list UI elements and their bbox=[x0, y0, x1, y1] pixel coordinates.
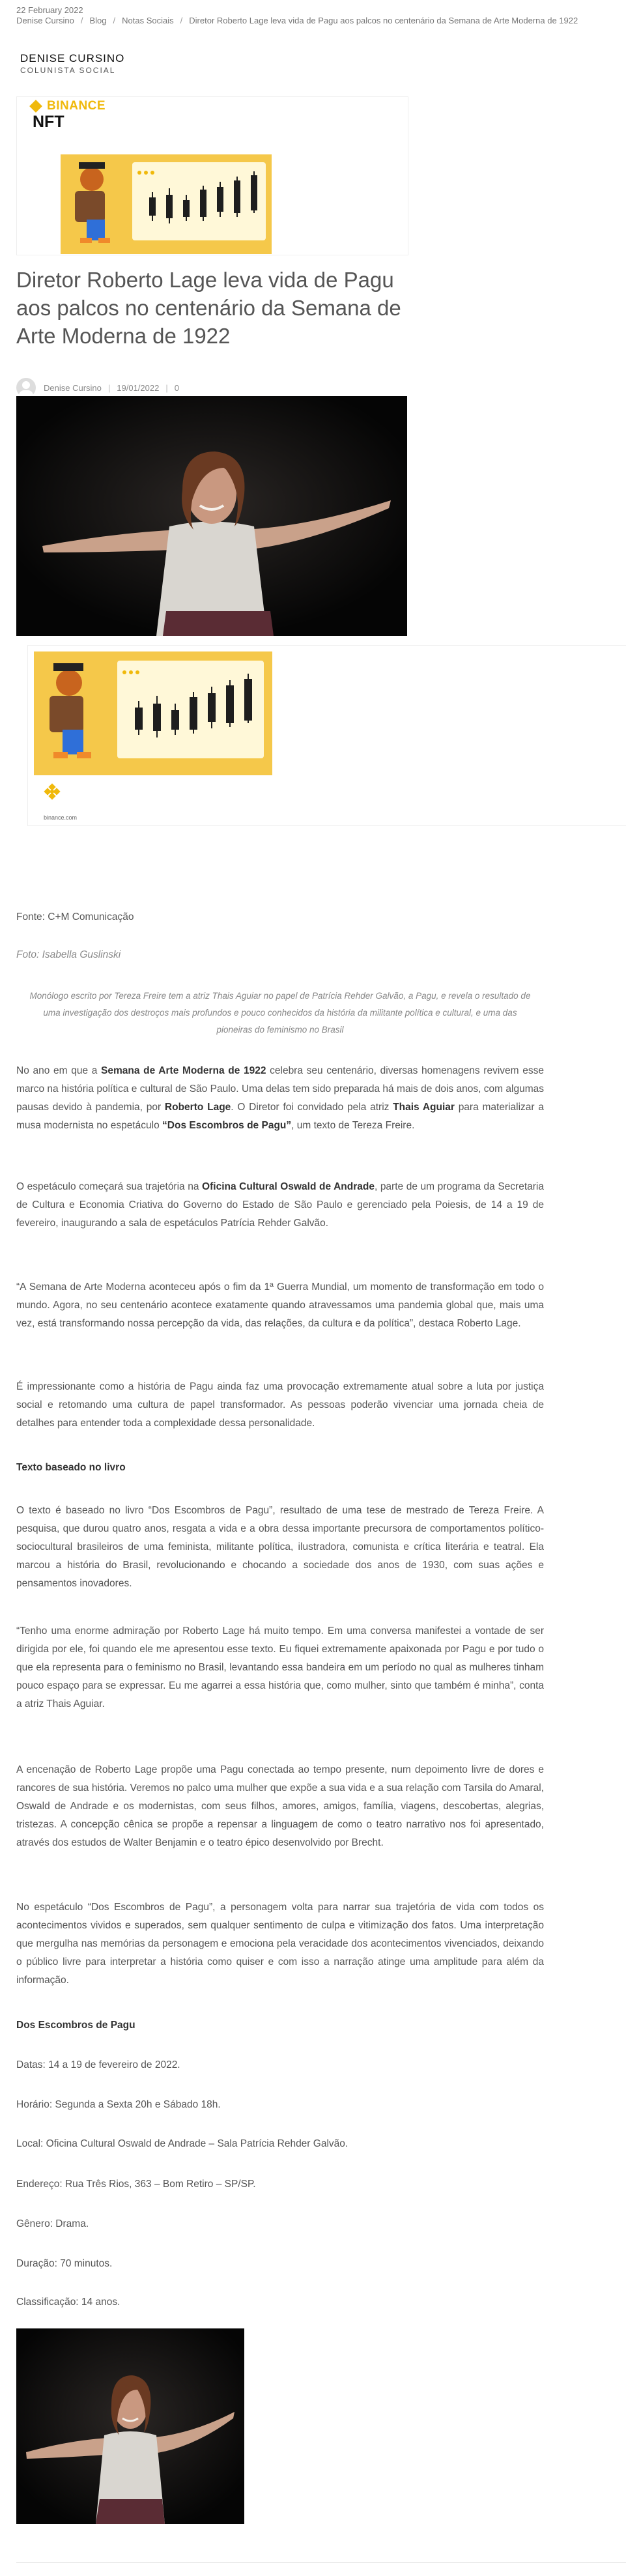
meta-separator: | bbox=[165, 382, 168, 393]
detail-text: Local: Oficina Cultural Oswald de Andrade – Sala Patrícia Rehder Galvão. bbox=[16, 2138, 349, 2149]
ad-illustration bbox=[61, 154, 272, 254]
binance-logo bbox=[31, 99, 106, 130]
detail-text: Classificação: 14 anos. bbox=[16, 2297, 121, 2308]
actress-photo bbox=[16, 396, 407, 636]
bold-text: Thais Aguiar bbox=[393, 1102, 455, 1113]
section-heading bbox=[16, 1459, 544, 1477]
breadcrumb bbox=[16, 16, 578, 26]
site-tagline: COLUNISTA SOCIAL bbox=[20, 66, 116, 75]
article-meta bbox=[16, 378, 179, 397]
site-logo[interactable] bbox=[20, 52, 124, 76]
event-rating bbox=[16, 2293, 544, 2311]
photo-caption: Monólogo escrito por Tereza Freire tem a atriz Thais Aguiar no papel de Patrícia Rehder Galvão, a Pagu, e revela o resultado de uma investigação dos destroços mais profundos e pouco conhecidos da história da militante política e cultural, e uma das pioneiras do feminismo no Brasil bbox=[29, 991, 531, 1035]
text: , parte de um programa da Secretaria de Cultura e Economia Criativa do Governo do Estado de São Paulo e gerenciado pela Poiesis, de 14 a 19 de fevereiro, inaugurando a sala de espetáculos Patrícia Rehder Galvão. bbox=[16, 1181, 544, 1229]
paragraph-6 bbox=[16, 1622, 544, 1713]
heading-text: Texto baseado no livro bbox=[16, 1462, 126, 1473]
event-location bbox=[16, 2135, 544, 2153]
bold-text: Semana de Arte Moderna de 1922 bbox=[101, 1065, 266, 1076]
article-title: Diretor Roberto Lage leva vida de Pagu aos palcos no centenário da Semana de Arte Moderna de 1922 bbox=[16, 268, 401, 348]
event-duration bbox=[16, 2255, 544, 2273]
content-divider bbox=[16, 2562, 626, 2563]
paragraph-3 bbox=[16, 1278, 544, 1333]
source-line bbox=[16, 908, 544, 926]
text: O espetáculo começará sua trajetória na bbox=[16, 1181, 203, 1192]
paragraph-1 bbox=[16, 1062, 544, 1135]
event-heading bbox=[16, 2016, 544, 2035]
author-name[interactable]: Denise Cursino bbox=[44, 382, 102, 393]
source-value: C+M Comunicação bbox=[48, 911, 134, 923]
text: , um texto de Tereza Freire. bbox=[291, 1120, 415, 1131]
bold-text: Oficina Cultural Oswald de Andrade bbox=[202, 1181, 375, 1192]
paragraph-8 bbox=[16, 1898, 544, 1990]
text: . O Diretor foi convidado pela atriz bbox=[231, 1102, 393, 1113]
binance-brand: BINANCE bbox=[47, 99, 106, 113]
event-schedule bbox=[16, 2096, 544, 2114]
detail-text: Horário: Segunda a Sexta 20h e Sábado 18h. bbox=[16, 2099, 221, 2110]
text: para materializar a musa modernista no espetáculo bbox=[16, 1102, 544, 1131]
paragraph-5 bbox=[16, 1502, 544, 1593]
detail-text: Gênero: Drama. bbox=[16, 2218, 89, 2229]
bold-text: Roberto Lage bbox=[164, 1102, 231, 1113]
ad-url[interactable]: binance.com bbox=[44, 814, 78, 821]
photo-credit bbox=[16, 946, 544, 964]
detail-text: Duração: 70 minutos. bbox=[16, 2258, 113, 2269]
top-bar bbox=[16, 5, 578, 26]
detail-text: Datas: 14 a 19 de fevereiro de 2022. bbox=[16, 2059, 180, 2070]
meta-separator: | bbox=[107, 382, 111, 393]
paragraph-7 bbox=[16, 1761, 544, 1852]
publish-date[interactable]: 19/01/2022 bbox=[117, 382, 160, 393]
text: No ano em que a bbox=[16, 1065, 102, 1076]
source-label: Fonte: bbox=[16, 911, 48, 923]
actress-photo-small bbox=[16, 2328, 244, 2524]
site-name: DENISE CURSINO bbox=[20, 52, 125, 64]
breadcrumb-separator: / bbox=[80, 16, 83, 25]
paragraph-2 bbox=[16, 1178, 544, 1233]
paragraph-text: A encenação de Roberto Lage propõe uma Pagu conectada ao tempo presente, num depoimento livre de dores e rancores de sua história. Veremos no palco uma mulher que expõe a sua vida e a sua relação com Tarsila do Amaral, Oswald de Andrade e os modernistas, com seus filhos, amores, amigos, família, viagens, descobertas, alegrias, tristezas. A concepção cênica se propõe a repensar a linguagem de como o teatro narrativo nos foi apresentado, através dos estudos de Walter Benjamin e o teatro épico desenvolvido por Brecht. bbox=[16, 1764, 544, 1848]
breadcrumb-current: Diretor Roberto Lage leva vida de Pagu aos palcos no centenário da Semana de Arte Moderna de 1922 bbox=[189, 16, 578, 25]
post-date: 22 February 2022 bbox=[16, 5, 83, 15]
photo-credit-text: Foto: Isabella Guslinski bbox=[16, 949, 121, 960]
breadcrumb-notas-sociais[interactable]: Notas Sociais bbox=[122, 16, 174, 25]
bold-text: “Dos Escombros de Pagu” bbox=[162, 1120, 292, 1131]
paragraph-text: “A Semana de Arte Moderna aconteceu após o fim da 1ª Guerra Mundial, um momento de transformação em todo o mundo. Agora, no seu centenário acontece exatamente quando atravessamos uma pandemia global que, mais uma vez, está transformando nossa percepção da vida, das relações, da cultura e da política”, destaca Roberto Lage. bbox=[16, 1281, 544, 1329]
author-avatar[interactable] bbox=[16, 378, 36, 397]
ad-illustration bbox=[34, 651, 272, 775]
paragraph-text: É impressionante como a história de Pagu ainda faz uma provocação extremamente atual sobre a luta por justiça social e retomando uma cultura de papel transformador. As pessoas poderão vivenciar uma jornada cheia de detalhes para entender toda a complexidade dessa personalidade. bbox=[16, 1381, 544, 1429]
event-genre bbox=[16, 2215, 544, 2233]
paragraph-text: O texto é baseado no livro “Dos Escombros de Pagu”, resultado de uma tese de mestrado de Tereza Freire. A pesquisa, que durou quatro anos, resgata a vida e a obra dessa importante precursora de comportamentos político-sociocultural brasileiros de uma feminista, militante política, ilustradora, comunista e crítica literária e teatral. Ela marcou a história do Brasil, revolucionando e chocando a sociedade dos anos de 1930, com suas ações e pensamentos inovadores. bbox=[16, 1505, 544, 1589]
breadcrumb-separator: / bbox=[113, 16, 116, 25]
detail-text: Endereço: Rua Três Rios, 363 – Bom Retiro – SP/SP. bbox=[16, 2179, 256, 2190]
nft-label: NFT bbox=[33, 113, 64, 131]
breadcrumb-home[interactable]: Denise Cursino bbox=[16, 16, 74, 25]
binance-diamond-icon bbox=[29, 100, 42, 113]
binance-logo-icon bbox=[44, 783, 61, 800]
breadcrumb-separator: / bbox=[180, 16, 183, 25]
paragraph-text: “Tenho uma enorme admiração por Roberto Lage há muito tempo. Em uma conversa manifestei a vontade de ser dirigida por ele, foi quando ele me apresentou esse texto. Eu fiquei extremamente apaixonada por Pagu e por tudo o que ela representa para o feminismo no Brasil, levantando essa bandeira em um período no qual as mulheres tinham pouco espaço para se expressar. Eu me agarrei a essa história que, como mulher, sinto que também é minha”, conta a atriz Thais Aguiar. bbox=[16, 1625, 544, 1710]
event-dates bbox=[16, 2056, 544, 2074]
event-address bbox=[16, 2175, 544, 2194]
breadcrumb-blog[interactable]: Blog bbox=[89, 16, 107, 25]
text: celebra seu centenário, diversas homenagens revivem esse marco na história política e cultural de São Paulo. Uma delas tem sido preparada há mais de dois anos, com algumas pausas devido à pandemia, por bbox=[16, 1065, 544, 1113]
paragraph-4 bbox=[16, 1378, 544, 1433]
paragraph-text: No espetáculo “Dos Escombros de Pagu”, a personagem volta para narrar sua trajetória de vida com todos os acontecimentos vividos e superados, sem qualquer sentimento de culpa e vitimização dos fatos. Uma interpretação que mergulha nas memórias da personagem e emociona pela veracidade dos acontecimentos vivenciados, deixando o público livre para interpretar a história como quiser e com isso a narração atinge uma amplitude para além da informação. bbox=[16, 1902, 544, 1986]
comment-count[interactable]: 0 bbox=[174, 382, 179, 393]
heading-text: Dos Escombros de Pagu bbox=[16, 2020, 135, 2031]
